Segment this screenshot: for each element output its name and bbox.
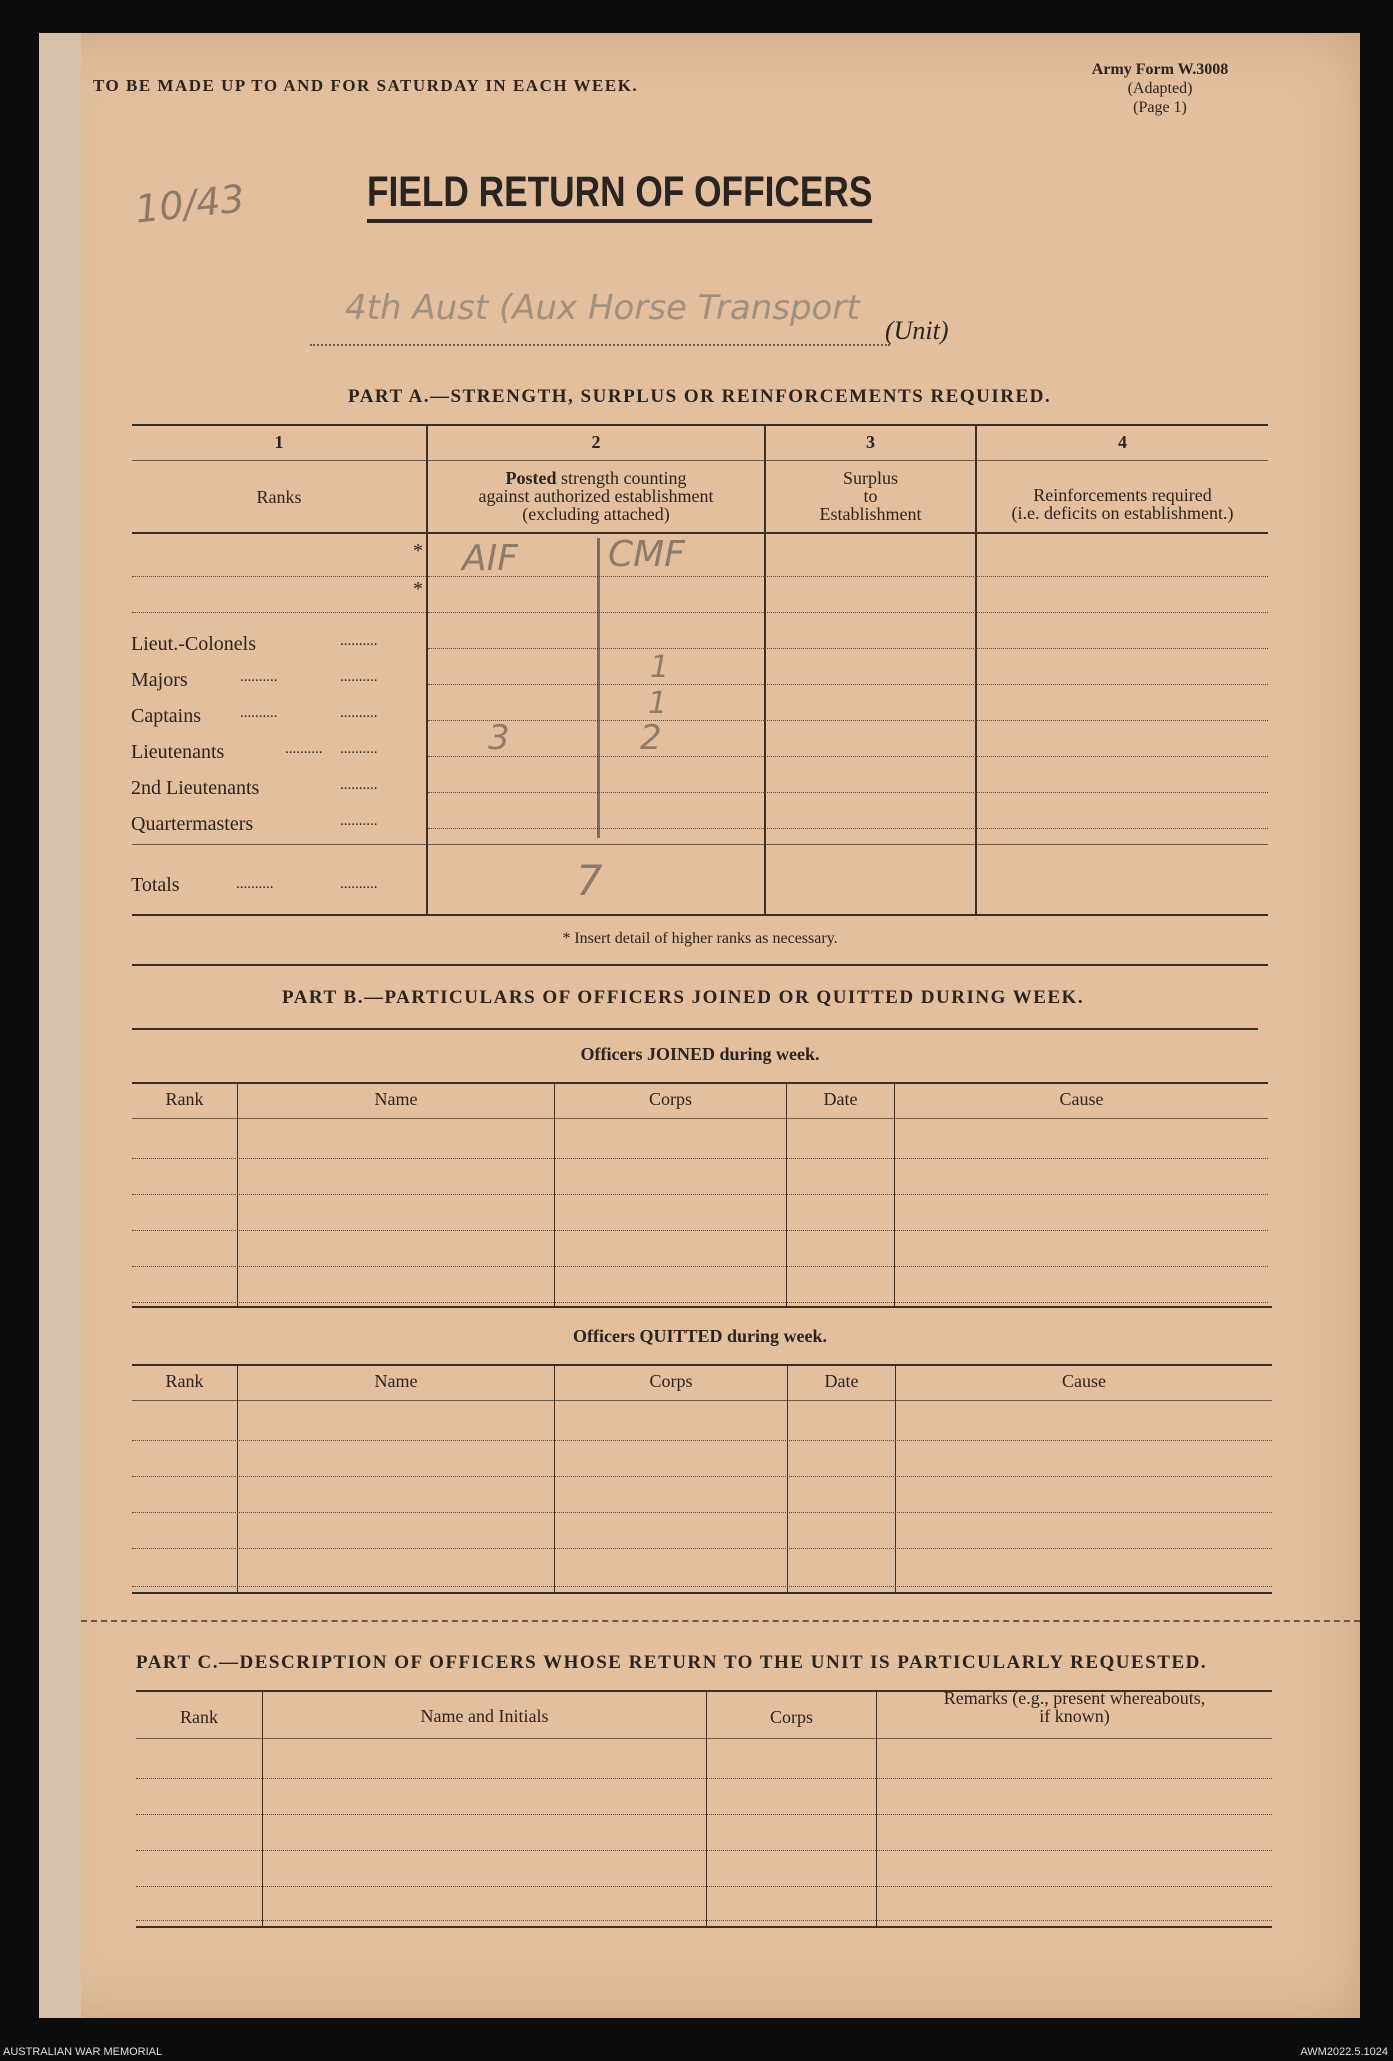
hand-majors-cmf: 1: [650, 650, 670, 685]
quitted-top-rule: [132, 1364, 1272, 1366]
grid-line: [428, 576, 1268, 577]
footer-source: AUSTRALIAN WAR MEMORIAL: [3, 2046, 163, 2058]
joined-top-rule: [132, 1082, 1268, 1084]
quitted-col-divider: [895, 1366, 896, 1592]
part-a-footnote-rule: [132, 964, 1268, 966]
quitted-header-rule: [132, 1400, 1272, 1401]
quitted-col-divider: [237, 1366, 238, 1592]
col-number-1: 1: [274, 432, 284, 452]
form-page: (Page 1): [1133, 99, 1187, 116]
part-b-title: PART B.—PARTICULARS OF OFFICERS JOINED OR QUITTED DURING WEEK.: [282, 987, 1085, 1008]
joined-row-line: [132, 1266, 1268, 1267]
part-a-top-rule: [132, 424, 1268, 426]
rank-label: Quartermasters: [131, 813, 254, 835]
surplus-line1: Surplus: [842, 468, 898, 488]
quitted-col-cause: Cause: [1062, 1371, 1106, 1391]
joined-col-corps: Corps: [648, 1089, 692, 1109]
posted-line3: (excluding attached): [522, 504, 670, 524]
part-c-col-name: Name and Initials: [420, 1706, 549, 1726]
posted-rest: strength counting: [556, 468, 687, 488]
joined-row-line: [132, 1194, 1268, 1195]
hand-lieutenants-aif: 3: [488, 718, 510, 758]
quitted-col-corps: Corps: [649, 1371, 693, 1391]
part-a-header-rule: [132, 532, 1268, 534]
quitted-row-line: [132, 1586, 1272, 1587]
part-c-col-corps: Corps: [769, 1707, 813, 1727]
leader-dots: ..........: [340, 633, 378, 649]
joined-row-line: [132, 1302, 1268, 1303]
part-c-row-line: [136, 1814, 1272, 1815]
quitted-row-line: [132, 1512, 1272, 1513]
form-adapted: (Adapted): [1127, 80, 1193, 97]
joined-title: Officers JOINED during week.: [580, 1044, 820, 1064]
posted-line2: against authorized establishment: [478, 486, 714, 506]
pencil-divider: [597, 538, 600, 838]
grid-line: [428, 720, 1268, 721]
remarks-line2: if known): [1039, 1706, 1110, 1726]
hand-cmf: CMF: [608, 534, 685, 575]
quitted-col-divider: [554, 1366, 555, 1592]
page-title: FIELD RETURN OF OFFICERS: [367, 168, 872, 223]
part-c-row-line: [136, 1850, 1272, 1851]
star-row-line-1: [132, 576, 426, 577]
header-instruction: TO BE MADE UP TO AND FOR SATURDAY IN EACH WEEK.: [93, 76, 639, 95]
joined-col-name: Name: [374, 1089, 418, 1109]
leader-dots: ..........: [340, 777, 378, 793]
remarks-line1: Remarks (e.g., present whereabouts,: [943, 1688, 1206, 1708]
part-c-bottom-rule: [136, 1926, 1272, 1928]
part-c-title: PART C.—DESCRIPTION OF OFFICERS WHOSE RETURN TO THE UNIT IS PARTICULARLY REQUESTED.: [136, 1652, 1208, 1673]
part-a-bottom-rule: [132, 914, 1268, 916]
grid-line: [428, 684, 1268, 685]
surplus-line3: Establishment: [819, 504, 922, 524]
totals-value: 7: [576, 856, 603, 905]
leader-dots: ..........: [340, 876, 378, 892]
leader-dots: ..........: [285, 741, 323, 757]
part-c-row-line: [136, 1920, 1272, 1921]
joined-row-line: [132, 1230, 1268, 1231]
star-marker-2: *: [413, 578, 423, 600]
star-row-line-2: [132, 612, 426, 613]
hand-lieutenants-cmf: 2: [640, 718, 662, 758]
grid-line: [428, 648, 1268, 649]
part-c-col-divider: [262, 1692, 263, 1926]
star-marker-1: *: [413, 540, 423, 562]
part-a-num-rule: [132, 460, 1268, 461]
rank-label: Majors: [131, 669, 188, 691]
footer-accession: AWM2022.5.1024: [1300, 2046, 1388, 2058]
hand-aif: AIF: [462, 538, 518, 579]
hand-captains-cmf: 1: [648, 686, 668, 721]
form-id: Army Form W.3008: [1091, 61, 1229, 78]
posted-bold: Posted: [505, 468, 557, 488]
form-identifier: [1030, 60, 1290, 117]
leader-dots: ..........: [240, 669, 278, 685]
joined-col-rank: Rank: [165, 1089, 204, 1109]
joined-col-divider: [786, 1084, 787, 1306]
paper-left-strip: [39, 33, 81, 2018]
rank-label: Lieut.-Colonels: [131, 633, 256, 655]
col-number-2: 2: [591, 432, 601, 452]
part-a-title: PART A.—STRENGTH, SURPLUS OR REINFORCEMENTS REQUIRED.: [348, 386, 1052, 407]
leader-dots: ..........: [236, 876, 274, 892]
quitted-col-date: Date: [824, 1371, 859, 1391]
part-c-col-divider: [876, 1692, 877, 1926]
joined-col-divider: [237, 1084, 238, 1306]
unit-handwritten: 4th Aust (Aux Horse Transport: [345, 288, 860, 328]
grid-line: [428, 756, 1268, 757]
col-number-4: 4: [1118, 432, 1127, 452]
part-c-col-rank: Rank: [180, 1707, 218, 1727]
quitted-row-line: [132, 1548, 1272, 1549]
leader-dots: ..........: [340, 669, 378, 685]
joined-col-date: Date: [823, 1089, 858, 1109]
quitted-col-rank: Rank: [165, 1371, 204, 1391]
part-c-col-remarks: [877, 1689, 1272, 1725]
handwritten-date: 10/43: [133, 176, 247, 232]
part-c-row-line: [136, 1886, 1272, 1887]
joined-col-divider: [554, 1084, 555, 1306]
joined-bottom-rule: [132, 1306, 1272, 1308]
joined-row-line: [132, 1158, 1268, 1159]
quitted-col-name: Name: [374, 1371, 418, 1391]
quitted-bottom-rule: [132, 1592, 1272, 1594]
col-header-posted: [428, 469, 764, 523]
quitted-row-line: [132, 1440, 1272, 1441]
grid-line: [428, 612, 1268, 613]
quitted-row-line: [132, 1476, 1272, 1477]
reinf-line1: Reinforcements required: [1033, 485, 1212, 505]
leader-dots: ..........: [340, 705, 378, 721]
col-header-surplus: [766, 469, 975, 523]
quitted-title: Officers QUITTED during week.: [573, 1326, 827, 1346]
col-number-3: 3: [866, 432, 875, 452]
part-c-col-divider: [706, 1692, 707, 1926]
part-c-row-line: [136, 1778, 1272, 1779]
quitted-col-divider: [787, 1366, 788, 1592]
rank-label: Lieutenants: [131, 741, 225, 763]
joined-header-rule: [132, 1118, 1268, 1119]
leader-dots: ..........: [240, 705, 278, 721]
unit-label: (Unit): [885, 316, 949, 345]
grid-line: [428, 828, 1268, 829]
part-b-title-rule: [132, 1028, 1258, 1030]
unit-dotted-line: [310, 344, 890, 346]
col-header-ranks: Ranks: [256, 487, 302, 507]
perforation-line: [81, 1620, 1360, 1622]
col-header-reinforcements: [977, 486, 1268, 522]
joined-col-divider: [894, 1084, 895, 1306]
grid-line: [428, 792, 1268, 793]
leader-dots: ..........: [340, 741, 378, 757]
joined-col-cause: Cause: [1059, 1089, 1104, 1109]
part-a-totals-rule: [132, 844, 1268, 845]
rank-label: Captains: [131, 705, 201, 727]
reinf-line2: (i.e. deficits on establishment.): [1011, 503, 1234, 523]
rank-label: 2nd Lieutenants: [131, 777, 260, 799]
part-a-footnote: * Insert detail of higher ranks as necessary.: [562, 930, 838, 947]
part-c-header-rule: [136, 1738, 1272, 1739]
leader-dots: ..........: [340, 813, 378, 829]
surplus-line2: to: [863, 486, 878, 506]
totals-label: Totals: [131, 874, 180, 896]
